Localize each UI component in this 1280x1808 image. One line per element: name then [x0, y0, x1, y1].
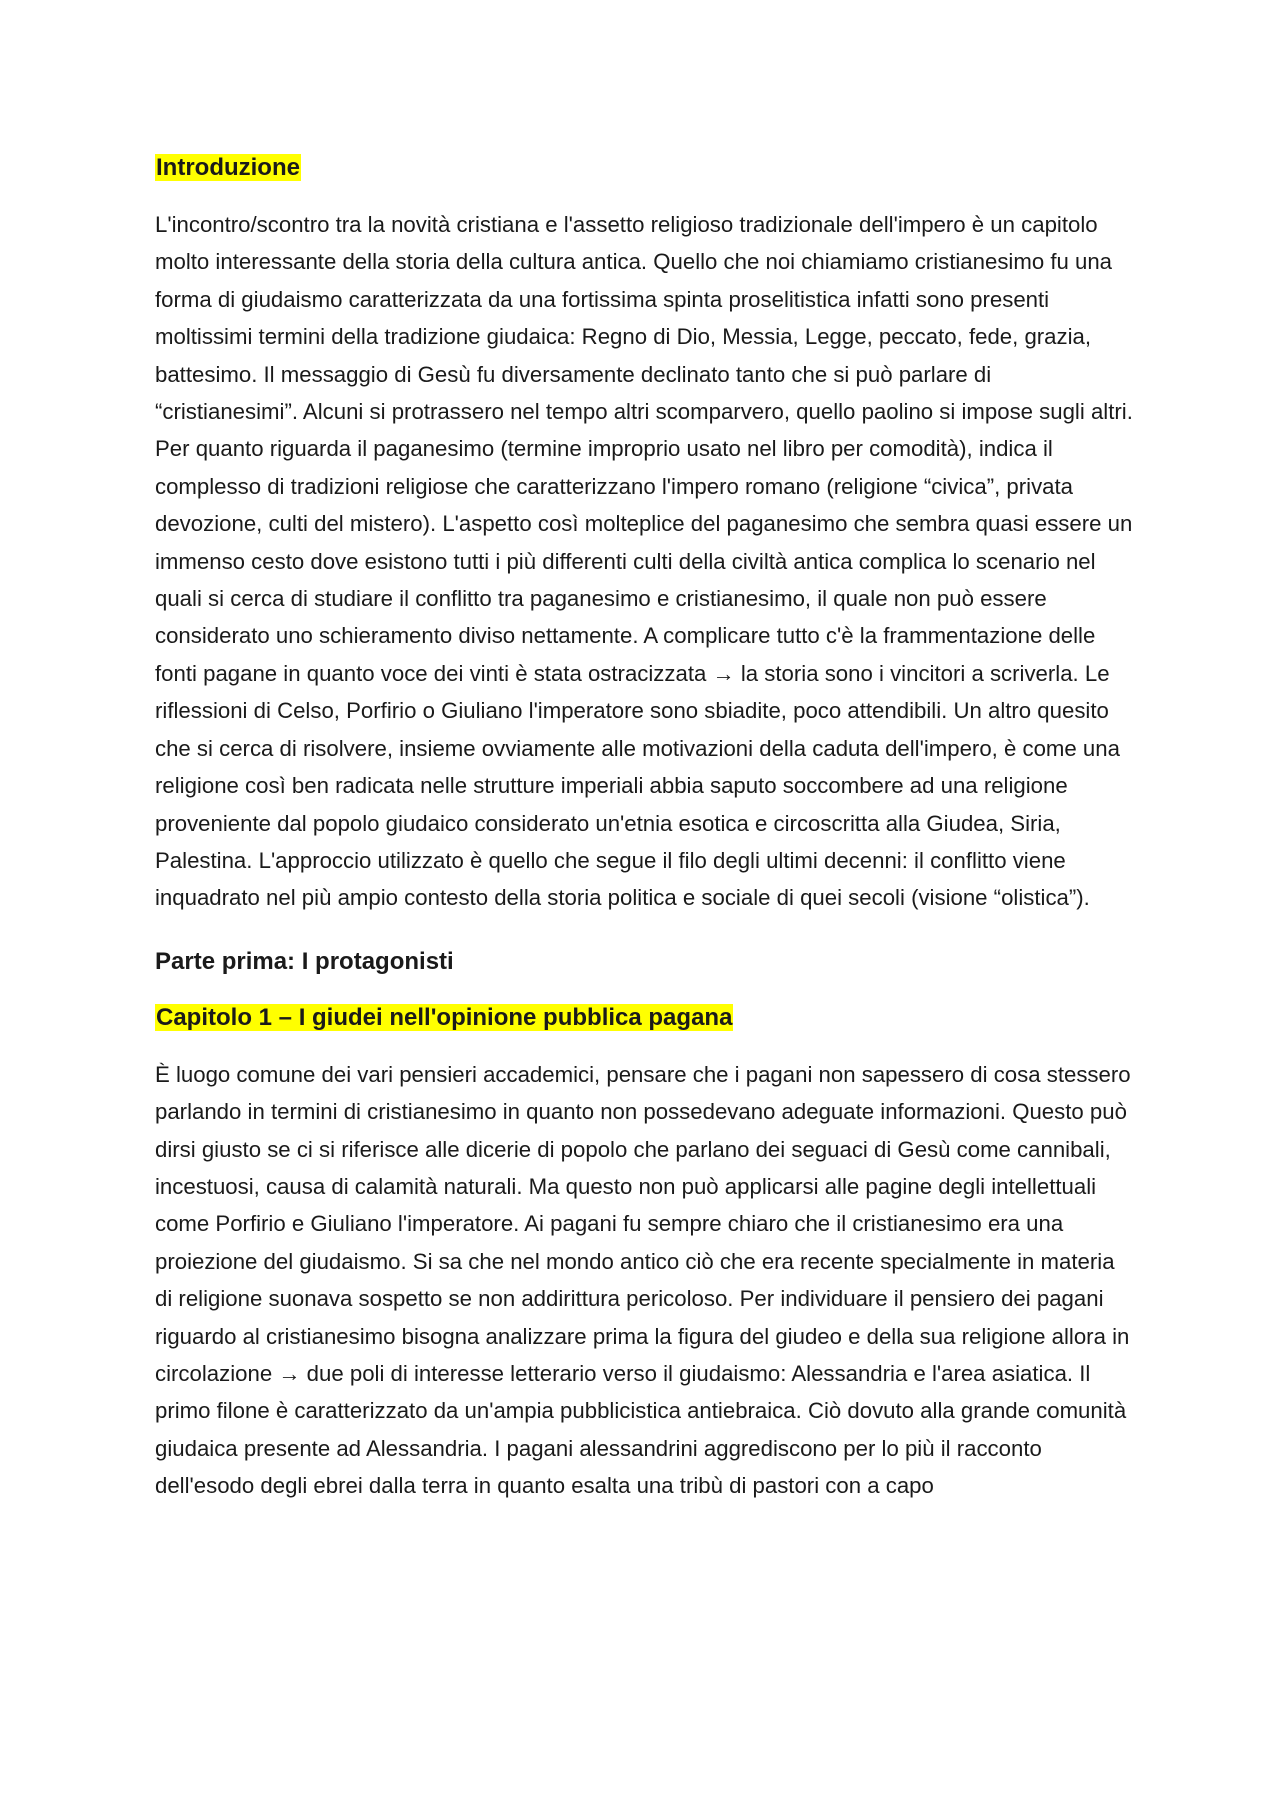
document-page [155, 150, 1135, 1505]
chapter-heading [155, 1000, 1135, 1036]
chapter-paragraph: È luogo comune dei vari pensieri accademici, pensare che i pagani non sapessero di cosa stessero parlando in termini di cristianesimo in quanto non possedevano adeguate informazioni. Questo può dirsi giusto se ci si riferisce alle dicerie di popolo che parlano dei seguaci di Gesù come cannibali, incestuosi, causa di calamità naturali. Ma questo non può applicarsi alle pagine degli intellettuali come Porfirio e Giuliano l'imperatore. Ai pagani fu sempre chiaro che il cristianesimo era una proiezione del giudaismo. Si sa che nel mondo antico ciò che era recente specialmente in materia di religione suonava sospetto se non addirittura pericoloso. Per individuare il pensiero dei pagani riguardo al cristianesimo bisogna analizzare prima la figura del giudeo e della sua religione allora in circolazione → due poli di interesse letterario verso il giudaismo: Alessandria e l'area asiatica. Il primo filone è caratterizzato da un'ampia pubblicistica antiebraica. Ciò dovuto alla grande comunità giudaica presente ad Alessandria. I pagani alessandrini aggrediscono per lo più il racconto dell'esodo degli ebrei dalla terra in quanto esalta una tribù di pastori con a capo [155, 1061, 1131, 1499]
intro-heading-text: Introduzione [156, 154, 300, 181]
chapter-heading-text: Capitolo 1 – I giudei nell'opinione pubblica pagana [156, 1003, 733, 1031]
intro-heading [155, 150, 1135, 186]
intro-paragraph: L'incontro/scontro tra la novità cristiana e l'assetto religioso tradizionale dell'impero è un capitolo molto interessante della storia della cultura antica. Quello che noi chiamiamo cristianesimo fu una forma di giudaismo caratterizzata da una fortissima spinta proselitistica infatti sono presenti moltissimi termini della tradizione giudaica: Regno di Dio, Messia, Legge, peccato, fede, grazia, battesimo. Il messaggio di Gesù fu diversamente declinato tanto che si può parlare di “cristianesimi”. Alcuni si protrassero nel tempo altri scomparvero, quello paolino si impose sugli altri. Per quanto riguarda il paganesimo (termine improprio usato nel libro per comodità), indica il complesso di tradizioni religiose che caratterizzano l'impero romano (religione “civica”, privata devozione, culti del mistero). L'aspetto così molteplice del paganesimo che sembra quasi essere un immenso cesto dove esistono tutti i più differenti culti della civiltà antica complica lo scenario nel quali si cerca di studiare il conflitto tra paganesimo e cristianesimo, il quale non può essere considerato uno schieramento diviso nettamente. A complicare tutto c'è la frammentazione delle fonti pagane in quanto voce dei vinti è stata ostracizzata → la storia sono i vincitori a scriverla. Le riflessioni di Celso, Porfirio o Giuliano l'imperatore sono sbiadite, poco attendibili. Un altro quesito che si cerca di risolvere, insieme ovviamente alle motivazioni della caduta dell'impero, è come una religione così ben radicata nelle strutture imperiali abbia saputo soccombere ad una religione proveniente dal popolo giudaico considerato un'etnia esotica e circoscritta alla Giudea, Siria, Palestina. L'approccio utilizzato è quello che segue il filo degli ultimi decenni: il conflitto viene inquadrato nel più ampio contesto della storia politica e sociale di quei secoli (visione “olistica”). [155, 212, 1133, 911]
part-heading: Parte prima: I protagonisti [155, 947, 454, 975]
